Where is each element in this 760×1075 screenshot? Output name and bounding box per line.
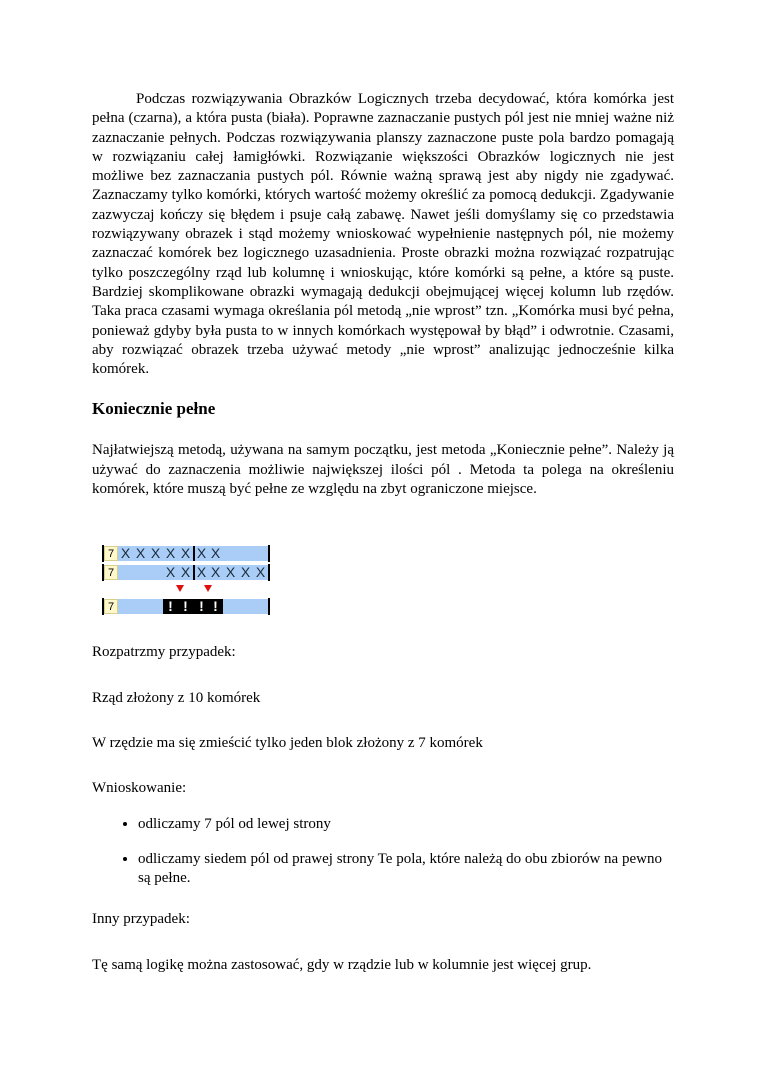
arrow-marker-icon (176, 585, 184, 592)
empty-cell (223, 599, 238, 614)
marked-cell: X (253, 565, 268, 580)
list-item: • odliczamy 7 pól od lewej strony (138, 815, 674, 834)
arrow-marker-icon (204, 585, 212, 592)
empty-cell (148, 565, 163, 580)
other-case-label: Inny przypadek: (92, 911, 190, 928)
reasoning-list (92, 815, 674, 889)
filled-cell: ! (163, 599, 178, 614)
row-description: Rząd złożony z 10 komórek (92, 689, 261, 706)
empty-cell (133, 599, 148, 614)
row-border (268, 598, 270, 615)
marked-cell: X (208, 546, 223, 561)
empty-cell (223, 546, 238, 561)
marked-cell: X (193, 546, 208, 561)
marked-cell: X (208, 565, 223, 580)
marked-cell: X (178, 565, 193, 580)
empty-cell (238, 546, 253, 561)
empty-cell (118, 599, 133, 614)
marked-cell: X (133, 546, 148, 561)
method-paragraph: Najłatwiejszą metodą, używana na samym początku, jest metoda „Koniecznie pełne”. Należy ją używać do zaznaczenia możliwie największej ilości pól . Metoda ta polega na określeniu komórek, które muszą być pełne ze względu na zbyt ograniczone miejsce. (92, 442, 674, 498)
marked-cell: X (193, 565, 208, 580)
marked-cell: X (163, 565, 178, 580)
filled-cell: ! (178, 599, 193, 614)
section-heading: Koniecznie pełne (92, 399, 216, 419)
empty-cell (253, 546, 268, 561)
empty-cell (253, 599, 268, 614)
nonogram-row-left (102, 545, 270, 562)
empty-cell (238, 599, 253, 614)
marked-cell: X (148, 546, 163, 561)
empty-cell (133, 565, 148, 580)
marked-cell: X (163, 546, 178, 561)
nonogram-figure (92, 531, 674, 617)
closing-paragraph: Tę samą logikę można zastosować, gdy w rządzie lub w kolumnie jest więcej grup. (92, 956, 592, 973)
marked-cell: X (223, 565, 238, 580)
reasoning-label: Wnioskowanie: (92, 780, 187, 797)
list-item: • odliczamy siedem pól od prawej strony Te pola, które należą do obu zbiorów na pewno są pełne. (138, 850, 674, 889)
nonogram-row-right (102, 564, 270, 581)
row-border (268, 564, 270, 581)
filled-cell: ! (193, 599, 208, 614)
marked-cell: X (118, 546, 133, 561)
filled-cell: ! (208, 599, 223, 614)
row-border (268, 545, 270, 562)
nonogram-row-result (102, 598, 270, 615)
intro-paragraph: Podczas rozwiązywania Obrazków Logicznych trzeba decydować, która komórka jest pełna (czarna), a która pusta (biała). Poprawne zaznaczanie pustych pól jest nie mniej ważne niż zaznaczanie pełnych. Podczas rozwiązywania planszy zaznaczone puste pola bardzo pomagają w rozwiązaniu całej łamigłówki. Rozwiązanie większości Obrazków logicznych nie jest możliwe bez zaznaczania pustych pól. Równie ważną sprawą jest aby nigdy nie zgadywać. Zaznaczamy tylko komórki, których wartość możemy określić za pomocą dedukcji. Zgadywanie zazwyczaj kończy się błędem i psuje całą zabawę. Nawet jeśli domyślamy się co przedstawia rozwiązywany obrazek i stąd możemy wnioskować wypełnienie następnych pól, nie możemy zaznaczać komórek bez logicznego uzasadnienia. Proste obrazki można rozwiązać rozpatrując tylko poszczególny rząd lub kolumnę i wnioskując, które komórki są pełne, a które są puste. Bardziej skomplikowane obrazki wymagają dedukcji obejmującej więcej kolumn lub rzędów. Taka praca czasami wymaga określania pól metodą „nie wprost” tzn. „Komórka musi być pełna, ponieważ gdyby była pusta to w innych komórkach występował by błąd” i odwrotnie. Czasami, aby rozwiązać obrazek trzeba używać metody „nie wprost” analizując jednocześnie kilka komórek. (92, 91, 674, 378)
block-description: W rzędzie ma się zmieścić tylko jeden blok złożony z 7 komórek (92, 734, 483, 751)
case-label: Rozpatrzmy przypadek: (92, 644, 236, 661)
empty-cell (148, 599, 163, 614)
row-clue: 7 (104, 546, 118, 561)
row-clue: 7 (104, 565, 118, 580)
marked-cell: X (238, 565, 253, 580)
row-clue: 7 (104, 599, 118, 614)
empty-cell (118, 565, 133, 580)
document-page (92, 90, 674, 975)
marked-cell: X (178, 546, 193, 561)
